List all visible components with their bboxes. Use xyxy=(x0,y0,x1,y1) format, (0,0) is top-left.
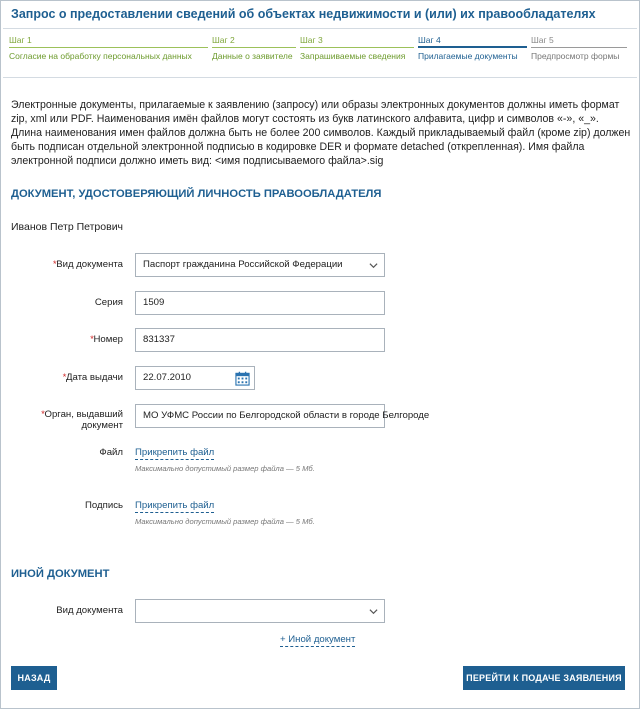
step-1[interactable] xyxy=(9,35,212,65)
step-3-bar xyxy=(300,47,414,48)
required-mark: * xyxy=(52,259,57,270)
doc-type-select[interactable] xyxy=(135,253,385,277)
step-progress xyxy=(9,35,631,65)
number-value: 831337 xyxy=(143,334,176,345)
step-5-bar xyxy=(531,47,627,48)
issue-date-value: 22.07.2010 xyxy=(143,372,192,383)
signature-size-hint: Максимально допустимый размер файла — 5 Мб. xyxy=(135,517,315,526)
issuer-label: *Орган, выдавший документ xyxy=(40,409,123,431)
attach-file-link[interactable]: Прикрепить файл xyxy=(135,447,215,458)
required-mark: * xyxy=(89,334,94,345)
identity-section-title: ДОКУМЕНТ, УДОСТОВЕРЯЮЩИЙ ЛИЧНОСТЬ ПРАВООБЛАДАТЕЛЯ xyxy=(11,188,382,200)
chevron-down-icon xyxy=(369,607,378,616)
chevron-down-icon xyxy=(369,261,378,270)
step-2-bar xyxy=(212,47,296,48)
step-2-name: Данные о заявителе xyxy=(212,51,293,61)
issuer-input[interactable] xyxy=(135,404,430,428)
series-label: Серия xyxy=(94,297,123,308)
step-4[interactable] xyxy=(418,35,531,65)
series-value: 1509 xyxy=(143,297,165,308)
step-3-number: Шаг 3 xyxy=(300,35,323,45)
steps-divider xyxy=(3,77,637,78)
step-4-name: Прилагаемые документы xyxy=(418,51,518,61)
step-5[interactable] xyxy=(531,35,631,65)
issue-date-label: *Дата выдачи xyxy=(62,372,123,383)
doc-type-label: *Вид документа xyxy=(52,259,123,270)
required-mark: * xyxy=(62,372,67,383)
file-label: Файл xyxy=(99,447,123,458)
required-mark: * xyxy=(40,409,45,420)
step-1-bar xyxy=(9,47,208,48)
owner-name: Иванов Петр Петрович xyxy=(11,221,124,233)
other-section-title: ИНОЙ ДОКУМЕНТ xyxy=(11,568,110,580)
issue-date-input[interactable] xyxy=(135,366,255,390)
signature-label: Подпись xyxy=(85,500,123,511)
series-input[interactable] xyxy=(135,291,385,315)
attach-signature-link[interactable]: Прикрепить файл xyxy=(135,500,215,511)
number-input[interactable] xyxy=(135,328,385,352)
step-1-number: Шаг 1 xyxy=(9,35,32,45)
step-4-number: Шаг 4 xyxy=(418,35,441,45)
step-5-name: Предпросмотр формы xyxy=(531,51,620,61)
file-size-hint: Максимально допустимый размер файла — 5 Мб. xyxy=(135,464,315,473)
step-2-number: Шаг 2 xyxy=(212,35,235,45)
step-5-number: Шаг 5 xyxy=(531,35,554,45)
step-3-name: Запрашиваемые сведения xyxy=(300,51,406,61)
step-1-name: Согласие на обработку персональных данных xyxy=(9,51,192,61)
step-2[interactable] xyxy=(212,35,300,65)
title-divider xyxy=(3,28,637,29)
back-button[interactable]: НАЗАД xyxy=(11,666,57,690)
page-title: Запрос о предоставлении сведений об объектах недвижимости и (или) их правообладателях xyxy=(11,7,596,21)
submit-button[interactable]: ПЕРЕЙТИ К ПОДАЧЕ ЗАЯВЛЕНИЯ xyxy=(463,666,625,690)
other-doc-type-label: Вид документа xyxy=(56,605,123,616)
calendar-icon[interactable] xyxy=(235,371,250,386)
step-4-bar xyxy=(418,46,527,48)
issuer-value: МО УФМС России по Белгородской области в городе Белгороде xyxy=(143,410,430,421)
other-doc-type-select[interactable] xyxy=(135,599,385,623)
intro-text: Электронные документы, прилагаемые к заявлению (запросу) или образы электронных документов должны иметь формат zip, xml или PDF. Наименования имён файлов могут состоять из букв латинского алфавита, цифр и символов «-», «_». Длина наименования имен файлов должна быть не более 200 символов. Каждый прикладываемый файл (кроме zip) должен быть подписан отдельной электронной подписью в кодировке DER и формате detached (открепленная). Имя файла электронной подписи должно иметь вид: <имя подписываемого файла>.sig xyxy=(11,99,631,167)
add-other-document-link[interactable]: + Иной документ xyxy=(280,634,356,645)
number-label: *Номер xyxy=(89,334,123,345)
step-3[interactable] xyxy=(300,35,418,65)
doc-type-value: Паспорт гражданина Российской Федерации xyxy=(143,259,343,270)
